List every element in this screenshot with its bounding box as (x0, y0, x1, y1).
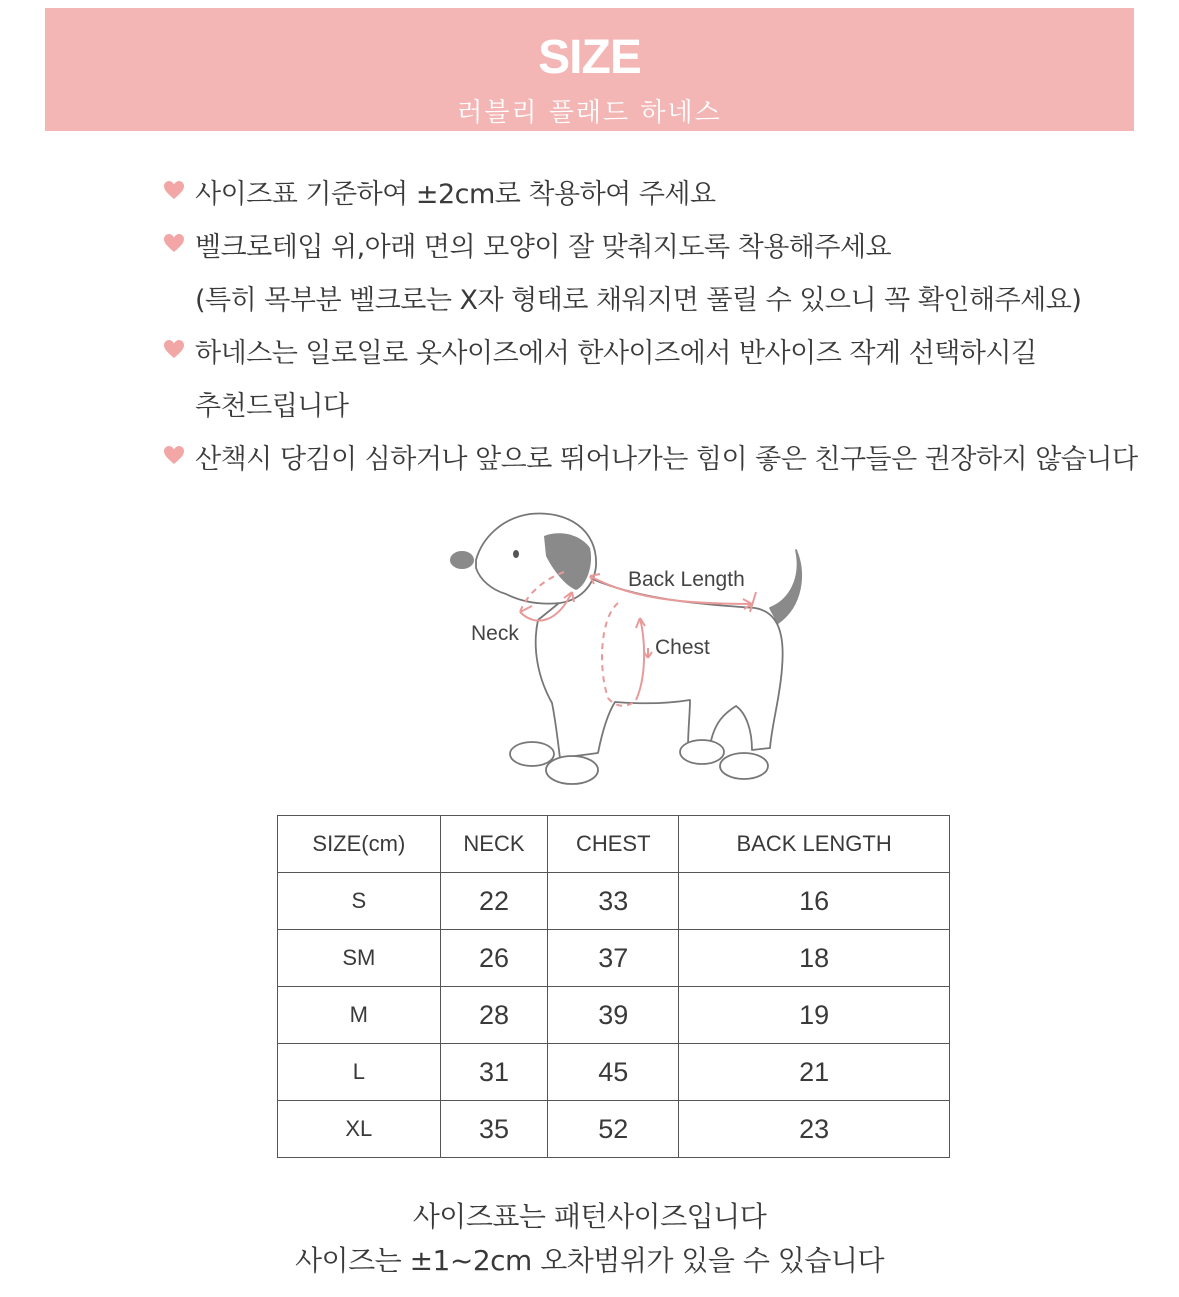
table-row (278, 930, 950, 987)
heart-icon (163, 339, 185, 359)
product-name: 러블리 플래드 하네스 (457, 98, 722, 128)
chest-cell: 52 (548, 1101, 679, 1158)
note-item (163, 327, 1153, 433)
size-cell: L (278, 1044, 441, 1101)
chest-cell: 39 (548, 987, 679, 1044)
neck-cell: 22 (440, 873, 548, 930)
table-row (278, 1044, 950, 1101)
note-line: (특히 목부분 벨크로는 X자 형태로 채워지면 풀릴 수 있으니 꼭 확인해주세요) (195, 285, 1082, 316)
neck-cell: 35 (440, 1101, 548, 1158)
page-title: SIZE (538, 31, 641, 84)
note-line: 벨크로테입 위,아래 면의 모양이 잘 맞춰지도록 착용해주세요 (195, 232, 892, 263)
note-line: 하네스는 일로일로 옷사이즈에서 한사이즈에서 반사이즈 작게 선택하시길 (195, 338, 1037, 369)
table-row (278, 873, 950, 930)
table-header-row (278, 816, 950, 873)
dog-back-paw (680, 740, 724, 764)
back-length-label: Back Length (628, 568, 745, 591)
back-length-cell: 23 (679, 1101, 950, 1158)
back-length-cell: 21 (679, 1044, 950, 1101)
size-table (277, 815, 950, 1158)
heart-icon (163, 180, 185, 200)
footer-line: 사이즈표는 패턴사이즈입니다 (412, 1200, 767, 1233)
table-row (278, 987, 950, 1044)
note-item (163, 221, 1153, 327)
dog-eye (513, 550, 519, 558)
note-line: 사이즈표 기준하여 ±2cm로 착용하여 주세요 (195, 179, 716, 210)
back-length-cell: 19 (679, 987, 950, 1044)
note-item (163, 433, 1153, 486)
dog-front-paw (510, 742, 554, 766)
footer-notice (0, 1195, 1179, 1283)
dog-measurement-diagram (440, 508, 820, 793)
chest-cell: 45 (548, 1044, 679, 1101)
note-item (163, 168, 1153, 221)
dog-body (536, 578, 783, 758)
dog-front-paw (546, 756, 598, 784)
size-cell: M (278, 987, 441, 1044)
heart-icon (163, 445, 185, 465)
chest-cell: 37 (548, 930, 679, 987)
back-length-cell: 18 (679, 930, 950, 987)
size-cell: XL (278, 1101, 441, 1158)
neck-cell: 26 (440, 930, 548, 987)
dog-nose (450, 551, 474, 569)
neck-label: Neck (471, 622, 519, 645)
heart-icon (163, 233, 185, 253)
footer-line: 사이즈는 ±1~2cm 오차범위가 있을 수 있습니다 (295, 1244, 884, 1277)
title-banner (45, 8, 1134, 131)
chest-cell: 33 (548, 873, 679, 930)
note-line: 산책시 당김이 심하거나 앞으로 뛰어나가는 힘이 좋은 친구들은 권장하지 않습니다 (195, 444, 1138, 475)
neck-cell: 28 (440, 987, 548, 1044)
notes-list (163, 168, 1153, 486)
table-row (278, 1101, 950, 1158)
note-line: 추천드립니다 (195, 391, 349, 422)
column-header: BACK LENGTH (679, 816, 950, 873)
dog-back-paw (720, 753, 768, 779)
neck-cell: 31 (440, 1044, 548, 1101)
size-cell: SM (278, 930, 441, 987)
size-cell: S (278, 873, 441, 930)
chest-label: Chest (655, 636, 710, 659)
back-length-cell: 16 (679, 873, 950, 930)
dog-tail (770, 550, 801, 623)
column-header: SIZE(cm) (278, 816, 441, 873)
column-header: NECK (440, 816, 548, 873)
column-header: CHEST (548, 816, 679, 873)
